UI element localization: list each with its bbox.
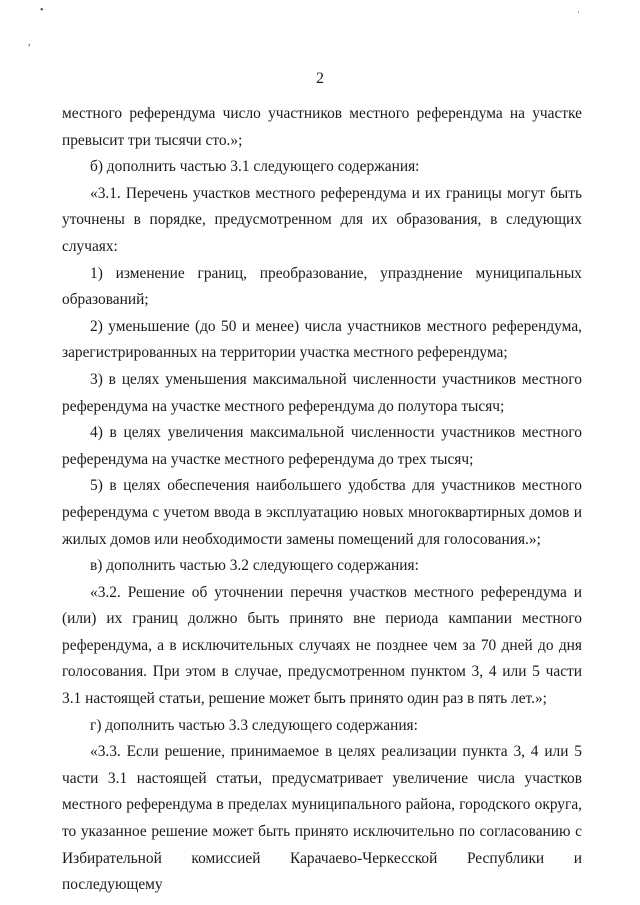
- scan-speck-mark: •: [40, 5, 44, 16]
- paragraph: 1) изменение границ, преобразование, упразднение муниципальных образований;: [62, 264, 582, 309]
- scan-speck-mark: ': [578, 10, 580, 19]
- paragraph: 2) уменьшение (до 50 и менее) числа участников местного референдума, зарегистрированных на территории участка местного референдума;: [62, 317, 582, 362]
- paragraph: г) дополнить частью 3.3 следующего содержания:: [90, 716, 418, 734]
- paragraph: «3.3. Если решение, принимаемое в целях реализации пункта 3, 4 или 5 части 3.1 настоящей статьи, предусматривает увеличение числа участков местного референдума в пределах муниципального района, городского округа, то указанное решение может быть принято исключительно по согласованию с Избирательной комиссией Карачаево-Черкесской Республики и последующему: [62, 743, 582, 894]
- paragraph: «3.1. Перечень участков местного референдума и их границы могут быть уточнены в порядке, предусмотренном для их образования, в следующих случаях:: [62, 184, 582, 255]
- scan-speck-mark: ,: [28, 37, 31, 48]
- paragraph: 4) в целях увеличения максимальной численности участников местного референдума на участке местного референдума до трех тысяч;: [62, 424, 582, 468]
- paragraph: местного референдума число участников местного референдума на участке превысит три тысячи сто.»;: [62, 105, 582, 149]
- document-body: [62, 101, 582, 899]
- paragraph: 5) в целях обеспечения наибольшего удобства для участников местного референдума с учетом ввода в эксплуатацию новых многоквартирных домов и жилых домов или необходимости замены помещений для голосования.»;: [62, 477, 582, 548]
- paragraph: в) дополнить частью 3.2 следующего содержания:: [90, 557, 419, 575]
- paragraph: 3) в целях уменьшения максимальной численности участников местного референдума на участке местного референдума до полутора тысяч;: [62, 370, 582, 415]
- paragraph: «3.2. Решение об уточнении перечня участков местного референдума и (или) их границ должно быть принято вне периода кампании местного референдума, а в исключительных случаях не позднее чем за 70 дней до дня голосования. При этом в случае, предусмотренном пунктом 3, 4 или 5 части 3.1 настоящей статьи, решение может быть принято один раз в пять лет.»;: [62, 583, 582, 708]
- paragraph: б) дополнить частью 3.1 следующего содержания:: [90, 158, 420, 176]
- page-number: 2: [316, 70, 324, 87]
